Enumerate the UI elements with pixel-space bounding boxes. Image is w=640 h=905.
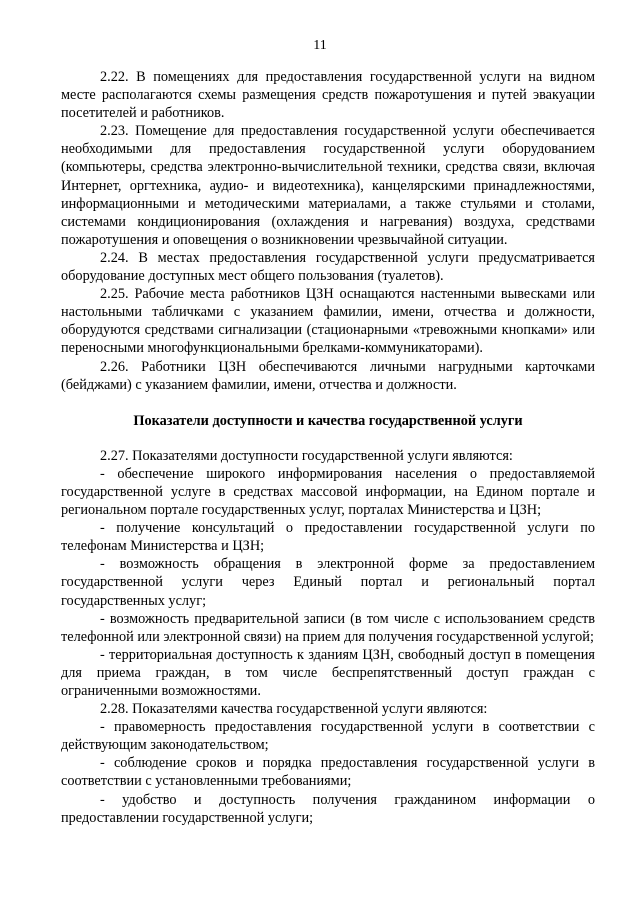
list-item: - соблюдение сроков и порядка предоставления государственной услуги в соответствии с установленными требованиями; [61,755,595,790]
list-item: - удобство и доступность получения гражданином информации о предоставлении государственной услуги; [61,791,595,826]
paragraph-2-24: 2.24. В местах предоставления государственной услуги предусматривается оборудование доступных мест общего пользования (туалетов). [61,249,595,285]
list-item: - обеспечение широкого информирования населения о предоставляемой государственной услуге в средствах массовой информации, на Едином портале и региональном портале государственных услуг, порталах Министерства и ЦЗН; [61,465,595,519]
list-item: - возможность предварительной записи (в том числе с использованием средств телефонной или электронной связи) на прием для получения государственной услугой; [61,610,595,645]
section-heading: Показатели доступности и качества государственной услуги [133,412,523,429]
list-item: - возможность обращения в электронной форме за предоставлением государственной услуги через Единый портал и региональный портал государственных услуг; [61,556,595,609]
list-item: - территориальная доступность к зданиям ЦЗН, свободный доступ в помещения для приема граждан, в том числе беспрепятственный доступ граждан с ограниченными возможностями. [61,646,595,699]
paragraph-2-22: 2.22. В помещениях для предоставления государственной услуги на видном месте располагаются схемы размещения средств пожаротушения и путей эвакуации посетителей и работников. [61,69,595,122]
document-body [61,68,595,827]
paragraph-2-25: 2.25. Рабочие места работников ЦЗН оснащаются настенными вывесками или настольными табличками с указанием фамилии, имени, отчества и должности, оборудуются средствами сигнализации (стационарными «тревожными кнопками» или переносными многофункциональными брелками-коммуникаторами). [61,286,595,357]
paragraph-2-26: 2.26. Работники ЦЗН обеспечиваются личными нагрудными карточками (бейджами) с указанием фамилии, имени, отчества и должности. [61,358,595,393]
page-number: 11 [313,38,327,53]
paragraph-2-23: 2.23. Помещение для предоставления государственной услуги обеспечивается необходимыми для предоставления государственной услуги оборудованием (компьютеры, средства электронно-вычислительной техники, средства связи, включая Интернет, оргтехника, аудио- и видеотехника), канцелярскими принадлежностями, информационными и методическими материалами, а также стульями и столами, системами кондиционирования (охлаждения и нагревания) воздуха, средствами пожаротушения и оповещения о возникновении чрезвычайной ситуации. [61,123,595,248]
paragraph-2-28: 2.28. Показателями качества государственной услуги являются: [100,701,488,718]
paragraph-2-27: 2.27. Показателями доступности государственной услуги являются: [100,447,513,464]
list-item: - получение консультаций о предоставлении государственной услуги по телефонам Министерства и ЦЗН; [61,520,595,555]
list-item: - правомерность предоставления государственной услуги в соответствии с действующим законодательством; [61,719,595,754]
